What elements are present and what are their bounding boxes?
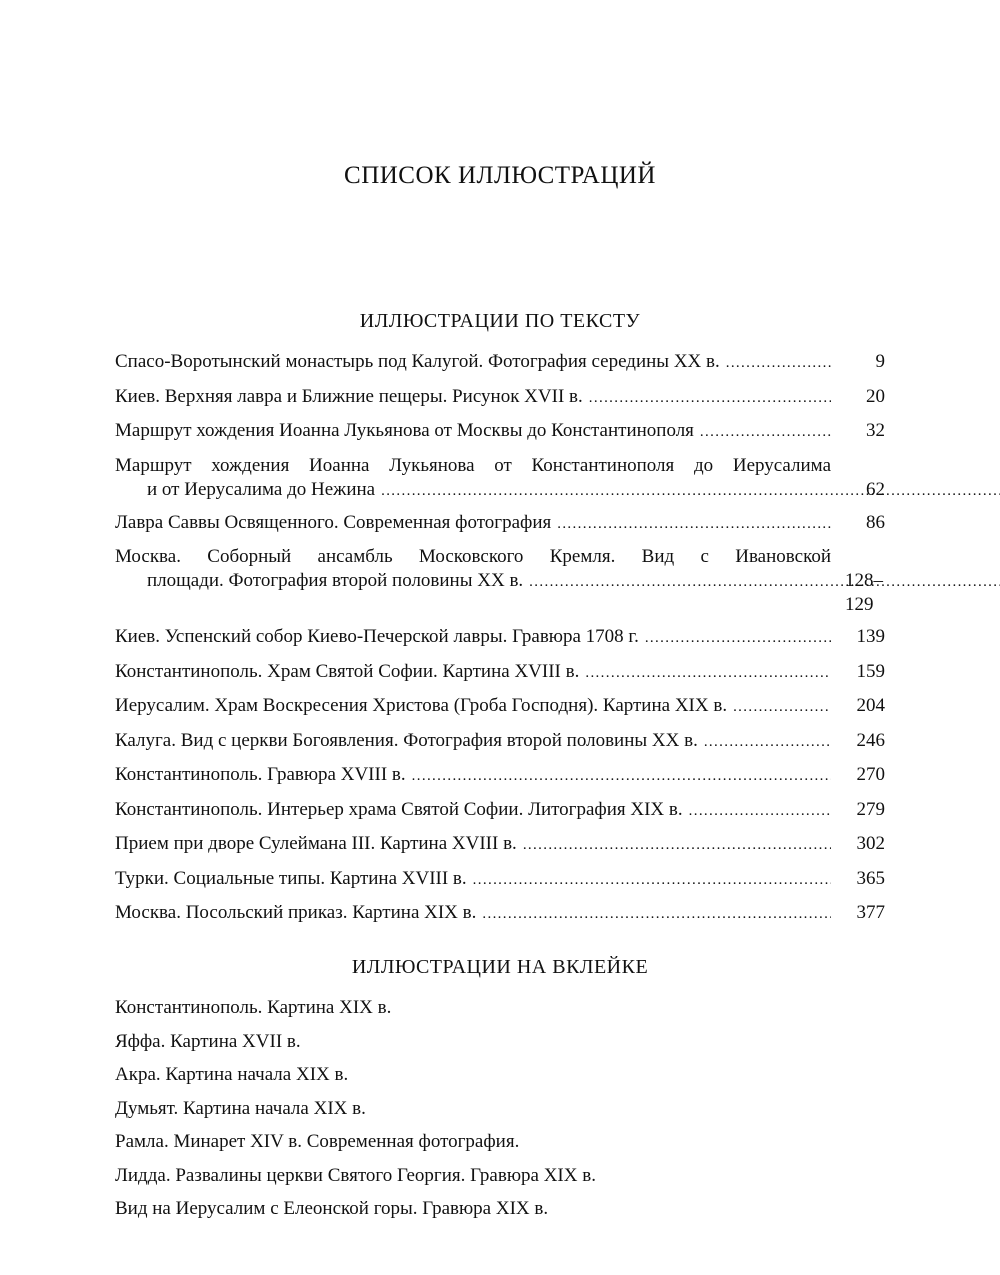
toc-entry-text: Иерусалим. Храм Воскресения Христова (Гроба Господня). Картина XIX в. [115, 695, 728, 716]
toc-entry [115, 511, 885, 536]
dot-leader [529, 574, 1000, 590]
toc-entry-page: 159 [856, 660, 885, 682]
toc-entry-text: Константинополь. Интерьер храма Святой Софии. Литография XIX в. [115, 798, 683, 820]
insert-item: Яффа. Картина XVII в. [115, 1030, 301, 1052]
section-heading-insert-illustrations: ИЛЛЮСТРАЦИИ НА ВКЛЕЙКЕ [351, 956, 649, 978]
toc-entry-page: 20 [866, 385, 885, 407]
toc-entry-text: Москва. Соборный ансамбль Московского Кремля. Вид с Ивановской [115, 546, 831, 567]
dot-leader [689, 799, 831, 823]
toc-entry-title [115, 660, 831, 685]
toc-entry-title [115, 798, 831, 823]
dot-leader [557, 512, 831, 536]
toc-entry-text: Прием при дворе Сулеймана III. Картина XVIII в. [115, 833, 517, 854]
text-illustrations-list [115, 350, 885, 936]
insert-item: Рамла. Минарет XIV в. Современная фотография. [115, 1131, 520, 1152]
toc-entry-page: 139 [856, 626, 885, 647]
toc-entry-page: 302 [856, 833, 885, 854]
toc-entry [115, 729, 885, 754]
dot-leader [726, 351, 831, 375]
dot-leader [381, 483, 1000, 499]
toc-entry-title [115, 625, 831, 650]
toc-entry-page: 204 [856, 695, 885, 716]
toc-entry-title [115, 901, 831, 926]
dot-leader [585, 661, 831, 685]
insert-item: Акра. Картина начала XIX в. [115, 1064, 349, 1085]
toc-entry-text: Лавра Саввы Освященного. Современная фотография [115, 511, 552, 533]
toc-entry-page: 9 [875, 351, 885, 372]
toc-entry-page: 86 [866, 511, 885, 533]
toc-entry-title [115, 694, 831, 719]
toc-entry-title [115, 763, 831, 788]
toc-entry-text: Калуга. Вид с церкви Богоявления. Фотография второй половины XX в. [115, 729, 698, 751]
section-heading-text-illustrations: ИЛЛЮСТРАЦИИ ПО ТЕКСТУ [359, 310, 641, 332]
dot-leader [523, 833, 831, 857]
toc-entry-page: 128– 129 [845, 570, 883, 615]
toc-entry [115, 545, 885, 617]
dot-leader [645, 626, 831, 650]
insert-illustrations-list [115, 996, 885, 1231]
insert-item: Константинополь. Картина XIX в. [115, 997, 392, 1018]
toc-entry-text: Киев. Успенский собор Киево-Печерской лавры. Гравюра 1708 г. [115, 626, 639, 647]
toc-entry-title [115, 545, 831, 594]
toc-entry-title [115, 832, 831, 857]
dot-leader [473, 868, 831, 892]
toc-entry [115, 694, 885, 719]
insert-item: Думьят. Картина начала XIX в. [115, 1097, 366, 1119]
dot-leader [589, 386, 831, 410]
toc-entry [115, 832, 885, 857]
toc-entry [115, 798, 885, 823]
toc-entry [115, 763, 885, 788]
toc-entry-page: 279 [856, 798, 885, 820]
toc-entry [115, 419, 885, 444]
dot-leader [482, 902, 831, 926]
toc-entry [115, 454, 885, 503]
toc-entry-text: Константинополь. Храм Святой Софии. Картина XVIII в. [115, 660, 580, 682]
toc-entry-text: Константинополь. Гравюра XVIII в. [115, 764, 406, 785]
toc-entry [115, 660, 885, 685]
dot-leader [733, 695, 831, 719]
insert-item: Вид на Иерусалим с Елеонской горы. Гравюра XIX в. [115, 1198, 549, 1219]
dot-leader [412, 764, 831, 788]
page-title: СПИСОК ИЛЛЮСТРАЦИЙ [344, 162, 656, 189]
toc-entry-page: 32 [866, 420, 885, 441]
toc-entry-title [115, 385, 831, 410]
toc-entry-title [115, 511, 831, 536]
toc-entry-text: Москва. Посольский приказ. Картина XIX в. [115, 902, 477, 923]
toc-entry-title [115, 867, 831, 892]
toc-entry [115, 385, 885, 410]
toc-entry [115, 867, 885, 892]
toc-entry-title [115, 350, 831, 375]
toc-entry-title [115, 419, 831, 444]
insert-item: Лидда. Развалины церкви Святого Георгия. Гравюра XIX в. [115, 1164, 596, 1186]
toc-entry-title [115, 454, 831, 503]
dot-leader [700, 420, 831, 444]
toc-entry-page: 270 [856, 764, 885, 785]
toc-entry-text: Турки. Социальные типы. Картина XVIII в. [115, 867, 467, 889]
toc-entry-page: 377 [856, 902, 885, 923]
toc-entry [115, 625, 885, 650]
toc-entry-text: и от Иерусалима до Нежина [147, 478, 376, 500]
toc-entry-text: площади. Фотография второй половины XX в. [147, 570, 524, 591]
dot-leader [704, 730, 831, 754]
toc-entry [115, 350, 885, 375]
toc-entry-page: 365 [856, 867, 885, 889]
toc-entry-page: 62 [866, 478, 885, 500]
toc-entry-text: Маршрут хождения Иоанна Лукьянова от Константинополя до Иерусалима [115, 454, 831, 476]
toc-entry [115, 901, 885, 926]
toc-entry-text: Спасо-Воротынский монастырь под Калугой. Фотография середины XX в. [115, 351, 720, 372]
toc-entry-text: Маршрут хождения Иоанна Лукьянова от Москвы до Константинополя [115, 420, 694, 441]
toc-entry-page: 246 [856, 729, 885, 751]
toc-entry-title [115, 729, 831, 754]
toc-entry-text: Киев. Верхняя лавра и Ближние пещеры. Рисунок XVII в. [115, 385, 583, 407]
